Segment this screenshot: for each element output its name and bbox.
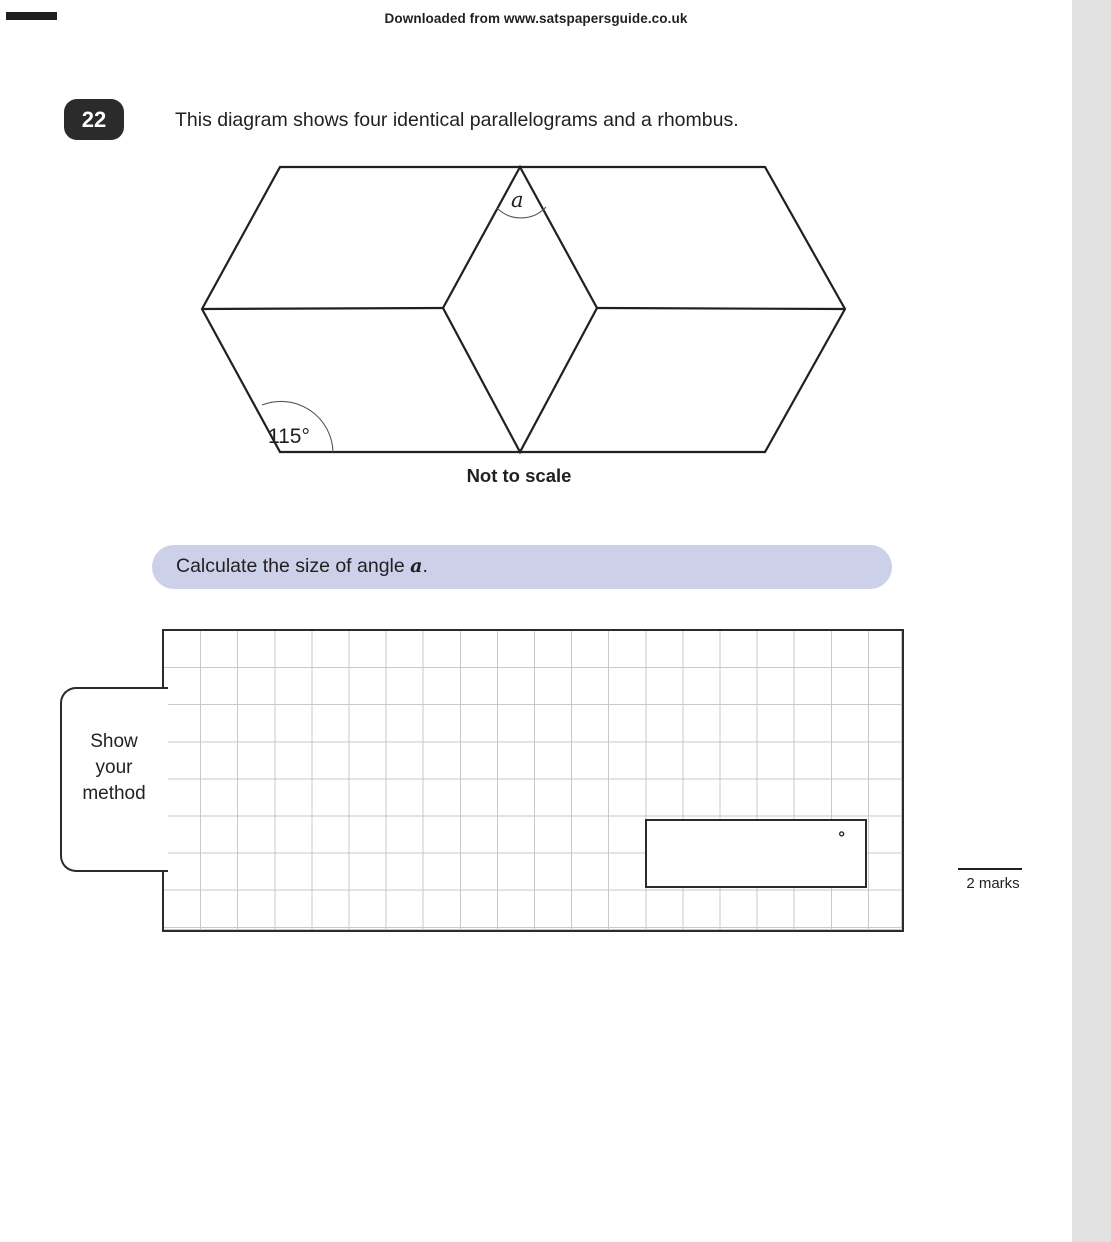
instruction-text (176, 555, 428, 578)
question-prompt: This diagram shows four identical parallelograms and a rhombus. (175, 109, 739, 131)
instruction-suffix: . (422, 555, 428, 577)
question-number-badge: 22 (64, 99, 124, 140)
method-line-1: Show (90, 731, 138, 752)
marks-rule (958, 868, 1022, 870)
instruction-highlight-bar (152, 545, 892, 589)
show-your-method-tab (60, 687, 168, 872)
method-line-3: method (82, 783, 146, 804)
instruction-angle-variable: a (410, 555, 423, 577)
angle-115-label: 115° (268, 425, 310, 448)
degree-symbol-icon: ° (838, 828, 845, 847)
page-side-strip (1072, 0, 1111, 1242)
outer-hexagon-outline (202, 167, 845, 452)
rhombus-outline (443, 167, 597, 452)
answer-input-box[interactable] (645, 819, 867, 888)
method-line-2: your (95, 757, 133, 778)
angle-a-arc (497, 207, 546, 218)
middle-horizontal-right (597, 308, 845, 309)
angle-115-arc (262, 401, 333, 452)
show-your-method-label (62, 729, 166, 807)
parallelogram-rhombus-diagram (0, 0, 1072, 520)
site-source-note: Downloaded from www.satspapersguide.co.uk (384, 11, 688, 26)
angle-a-label: a (511, 188, 524, 212)
marks-label: 2 marks (966, 874, 1020, 892)
middle-horizontal-left (202, 308, 443, 309)
not-to-scale-label: Not to scale (466, 465, 572, 486)
marks-indicator (958, 868, 1028, 892)
instruction-prefix: Calculate the size of angle (176, 555, 411, 577)
